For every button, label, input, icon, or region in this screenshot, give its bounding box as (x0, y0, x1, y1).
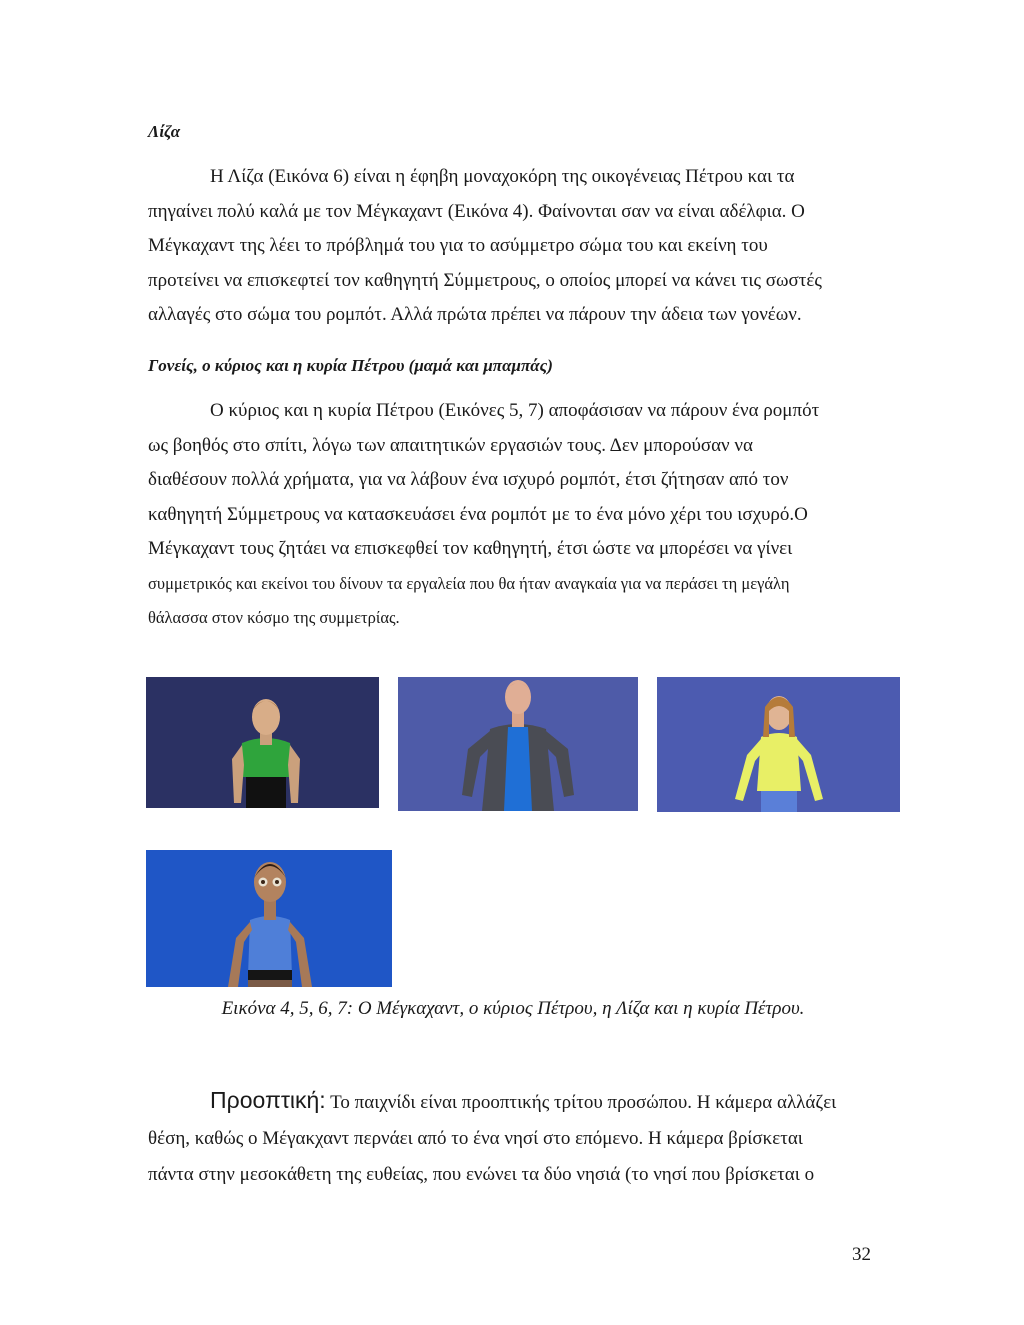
belt (248, 970, 292, 980)
text-line: πηγαίνει πολύ καλά με τον Μέγκαχαντ (Εικόνα 4). Φαίνονται σαν να είναι αδέλφια. Ο (148, 200, 805, 222)
page-number: 32 (852, 1244, 871, 1265)
figure-liza-image (657, 677, 900, 812)
text-line: Μέγκαχαντ της λέει το πρόβλημά του για το ασύμμετρο σώμα του και εκείνη του (148, 235, 768, 256)
neck (264, 900, 276, 920)
perspective-lead: Προοπτική: (210, 1087, 326, 1113)
heading-parents: Γονείς, ο κύριος και η κυρία Πέτρου (μαμά και μπαμπάς) (148, 356, 553, 375)
top (757, 733, 801, 791)
pants (246, 774, 286, 808)
text-line: θάλασσα στον κόσμο της συμμετρίας. (148, 608, 400, 627)
pupil (275, 880, 279, 884)
paragraph-perspective (148, 1082, 878, 1193)
text-line: συμμετρικός και εκείνοι του δίνουν τα εργαλεία που θα ήταν αναγκαία για να περάσει τη μεγάλη (148, 573, 790, 593)
text-line: αλλαγές στο σώμα του ρομπότ. Αλλά πρώτα πρέπει να πάρουν την άδεια των γονέων. (148, 304, 802, 325)
figure-mr-petrou-image (398, 677, 638, 811)
figure-liza (657, 677, 900, 812)
waist (248, 980, 292, 987)
text-line: καθηγητή Σύμμετρους να κατασκευάσει ένα ρομπότ με το ένα μόνο χέρι του ισχυρό.Ο (148, 503, 808, 525)
figure-megkahant-image (146, 677, 379, 808)
text-line: πάντα στην μεσοκάθετη της ευθείας, που ενώνει τα δύο νησιά (το νησί που βρίσκεται ο (148, 1164, 815, 1185)
top (248, 916, 292, 976)
figure-mrs-petrou-image (146, 850, 392, 987)
text-line (148, 1082, 878, 1121)
head (252, 699, 280, 735)
heading-liza: Λίζα (148, 122, 181, 141)
figure-mrs-petrou (146, 850, 392, 987)
text-line: θέση, καθώς ο Μέγακχαντ περνάει από το ένα νησί στο επόμενο. Η κάμερα βρίσκεται (148, 1128, 803, 1149)
figure-caption: Εικόνα 4, 5, 6, 7: Ο Μέγκαχαντ, ο κύριος Πέτρου, η Λίζα και η κυρία Πέτρου. (221, 998, 805, 1019)
pupil (261, 880, 265, 884)
paragraph-parents (148, 394, 878, 636)
figure-megkahant (146, 677, 379, 808)
text-line: ως βοηθός στο σπίτι, λόγω των απαιτητικών εργασιών τους. Δεν μπορούσαν να (148, 434, 753, 456)
text-line: διαθέσουν πολλά χρήματα, για να λάβουν ένα ισχυρό ρομπότ, έτσι ζήτησαν από τον (148, 469, 789, 490)
paragraph-liza (148, 160, 878, 333)
text-line: προτείνει να επισκεφτεί τον καθηγητή Σύμμετρους, ο οποίος μπορεί να κάνει τις σωστές (148, 269, 822, 291)
perspective-first-line: Το παιχνίδι είναι προοπτικής τρίτου προσώπου. Η κάμερα αλλάζει (325, 1092, 837, 1113)
head (505, 680, 531, 714)
jeans (761, 789, 797, 812)
figure-mr-petrou (398, 677, 638, 811)
text-line: Ο κύριος και η κυρία Πέτρου (Εικόνες 5, 7) αποφάσισαν να πάρουν ένα ρομπότ (210, 400, 820, 421)
text-line: Μέγκαχαντ τους ζητάει να επισκεφθεί τον καθηγητή, έτσι ώστε να μπορέσει να γίνει (148, 538, 793, 559)
text-line: Η Λίζα (Εικόνα 6) είναι η έφηβη μοναχοκόρη της οικογένειας Πέτρου και τα (210, 166, 795, 187)
shirt (504, 727, 532, 811)
